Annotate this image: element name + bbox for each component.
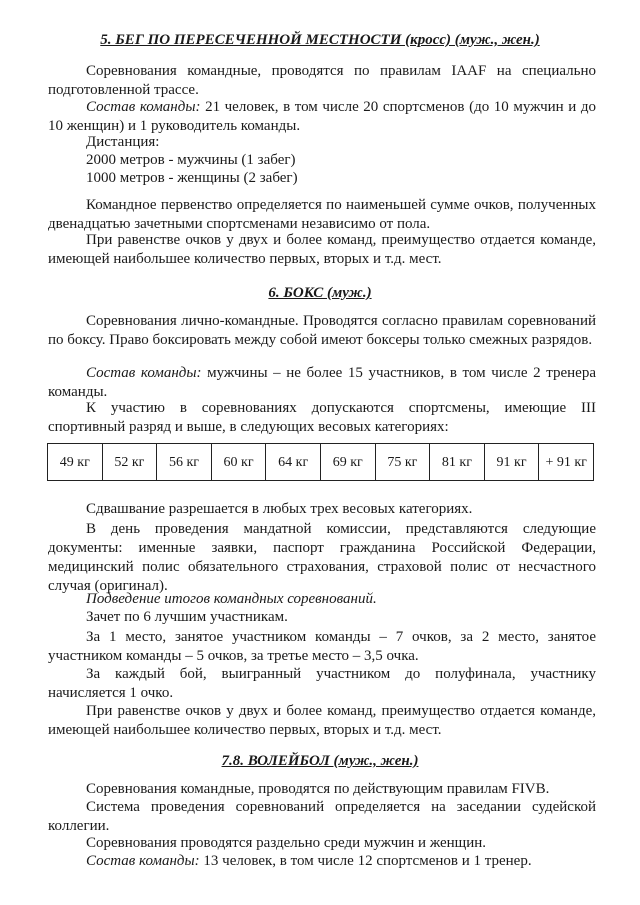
weight-cell: 64 кг xyxy=(266,444,321,481)
weight-cell: 69 кг xyxy=(320,444,375,481)
weight-cell: 75 кг xyxy=(375,444,430,481)
team-text: мужчины – не более 15 участников, в том числе 2 тренера команды. xyxy=(48,365,596,400)
weight-cell: + 91 кг xyxy=(539,444,594,481)
section-6-paragraph-1: Соревнования лично-командные. Проводятся согласно правилам соревнований по боксу. Право боксировать между собой имеют боксеры только смежных разрядов. xyxy=(48,313,596,348)
weight-cell: 52 кг xyxy=(102,444,157,481)
team-label: Состав команды: xyxy=(86,99,201,115)
weight-cell: 60 кг xyxy=(211,444,266,481)
team-label: Состав команды: xyxy=(86,853,200,869)
team-label: Состав команды: xyxy=(86,365,202,381)
section-6-paragraph-3: Сдвашвание разрешается в любых трех весовых категориях. xyxy=(86,501,473,517)
section-6-paragraph-7: За каждый бой, выигранный участником до полуфинала, участнику начисляется 1 очко. xyxy=(48,666,596,701)
results-heading: Подведение итогов командных соревнований. xyxy=(86,591,377,607)
section-5-paragraph-3: При равенстве очков у двух и более команд, преимущество отдается команде, имеющей наибольшее количество первых, вторых и т.д. мест. xyxy=(48,232,596,267)
section-6-paragraph-4: В день проведения мандатной комиссии, представляются следующие документы: именные заявки, паспорт гражданина Российской Федерации, медицинский полис обязательного страхования, страховой полис от несчастного случая (оригинал). xyxy=(48,521,596,594)
section-6-paragraph-5: Зачет по 6 лучшим участникам. xyxy=(86,609,288,625)
section-6-paragraph-6: За 1 место, занятое участником команды – 7 очков, за 2 место, занятое участником команды – 5 очков, за третье место – 3,5 очка. xyxy=(48,629,596,664)
section-78-paragraph-2: Система проведения соревнований определяется на заседании судейской коллегии. xyxy=(48,799,596,834)
weight-categories-table xyxy=(47,443,594,481)
section-5-team-composition xyxy=(48,98,596,136)
section-78-paragraph-1: Соревнования командные, проводятся по действующим правилам FIVB. xyxy=(86,781,550,797)
section-6-paragraph-2: К участию в соревнованиях допускаются спортсмены, имеющие III спортивный разряд и выше, в следующих весовых категориях: xyxy=(48,400,596,435)
table-row xyxy=(48,444,594,481)
team-text: 13 человек, в том числе 12 спортсменов и 1 тренер. xyxy=(199,853,532,869)
section-78-team-composition xyxy=(48,852,596,871)
distance-label: Дистанция: xyxy=(86,134,160,150)
weight-cell: 91 кг xyxy=(484,444,539,481)
distance-women: 1000 метров - женщины (2 забег) xyxy=(86,170,298,186)
section-78-paragraph-3: Соревнования проводятся раздельно среди мужчин и женщин. xyxy=(86,835,487,851)
weight-cell: 81 кг xyxy=(430,444,485,481)
team-text: 21 человек, в том числе 20 спортсменов (до 10 мужчин и до 10 женщин) и 1 руководитель команды. xyxy=(48,99,597,134)
distance-men: 2000 метров - мужчины (1 забег) xyxy=(86,152,296,168)
section-5-paragraph-2: Командное первенство определяется по наименьшей сумме очков, полученных двенадцатью зачетными спортсменами независимо от пола. xyxy=(48,197,596,232)
section-6-team-composition xyxy=(48,364,596,402)
section-5-paragraph-1: Соревнования командные, проводятся по правилам IAAF на специально подготовленной трассе. xyxy=(48,63,596,98)
section-6-paragraph-8: При равенстве очков у двух и более команд, преимущество отдается команде, имеющей наибольшее количество первых, вторых и т.д. мест. xyxy=(48,703,596,738)
section-78-title: 7.8. ВОЛЕЙБОЛ (муж., жен.) xyxy=(221,753,419,769)
weight-cell: 56 кг xyxy=(157,444,212,481)
weight-cell: 49 кг xyxy=(48,444,103,481)
section-5-title: 5. БЕГ ПО ПЕРЕСЕЧЕННОЙ МЕСТНОСТИ (кросс) (муж., жен.) xyxy=(100,32,540,48)
section-6-title: 6. БОКС (муж.) xyxy=(268,285,372,301)
